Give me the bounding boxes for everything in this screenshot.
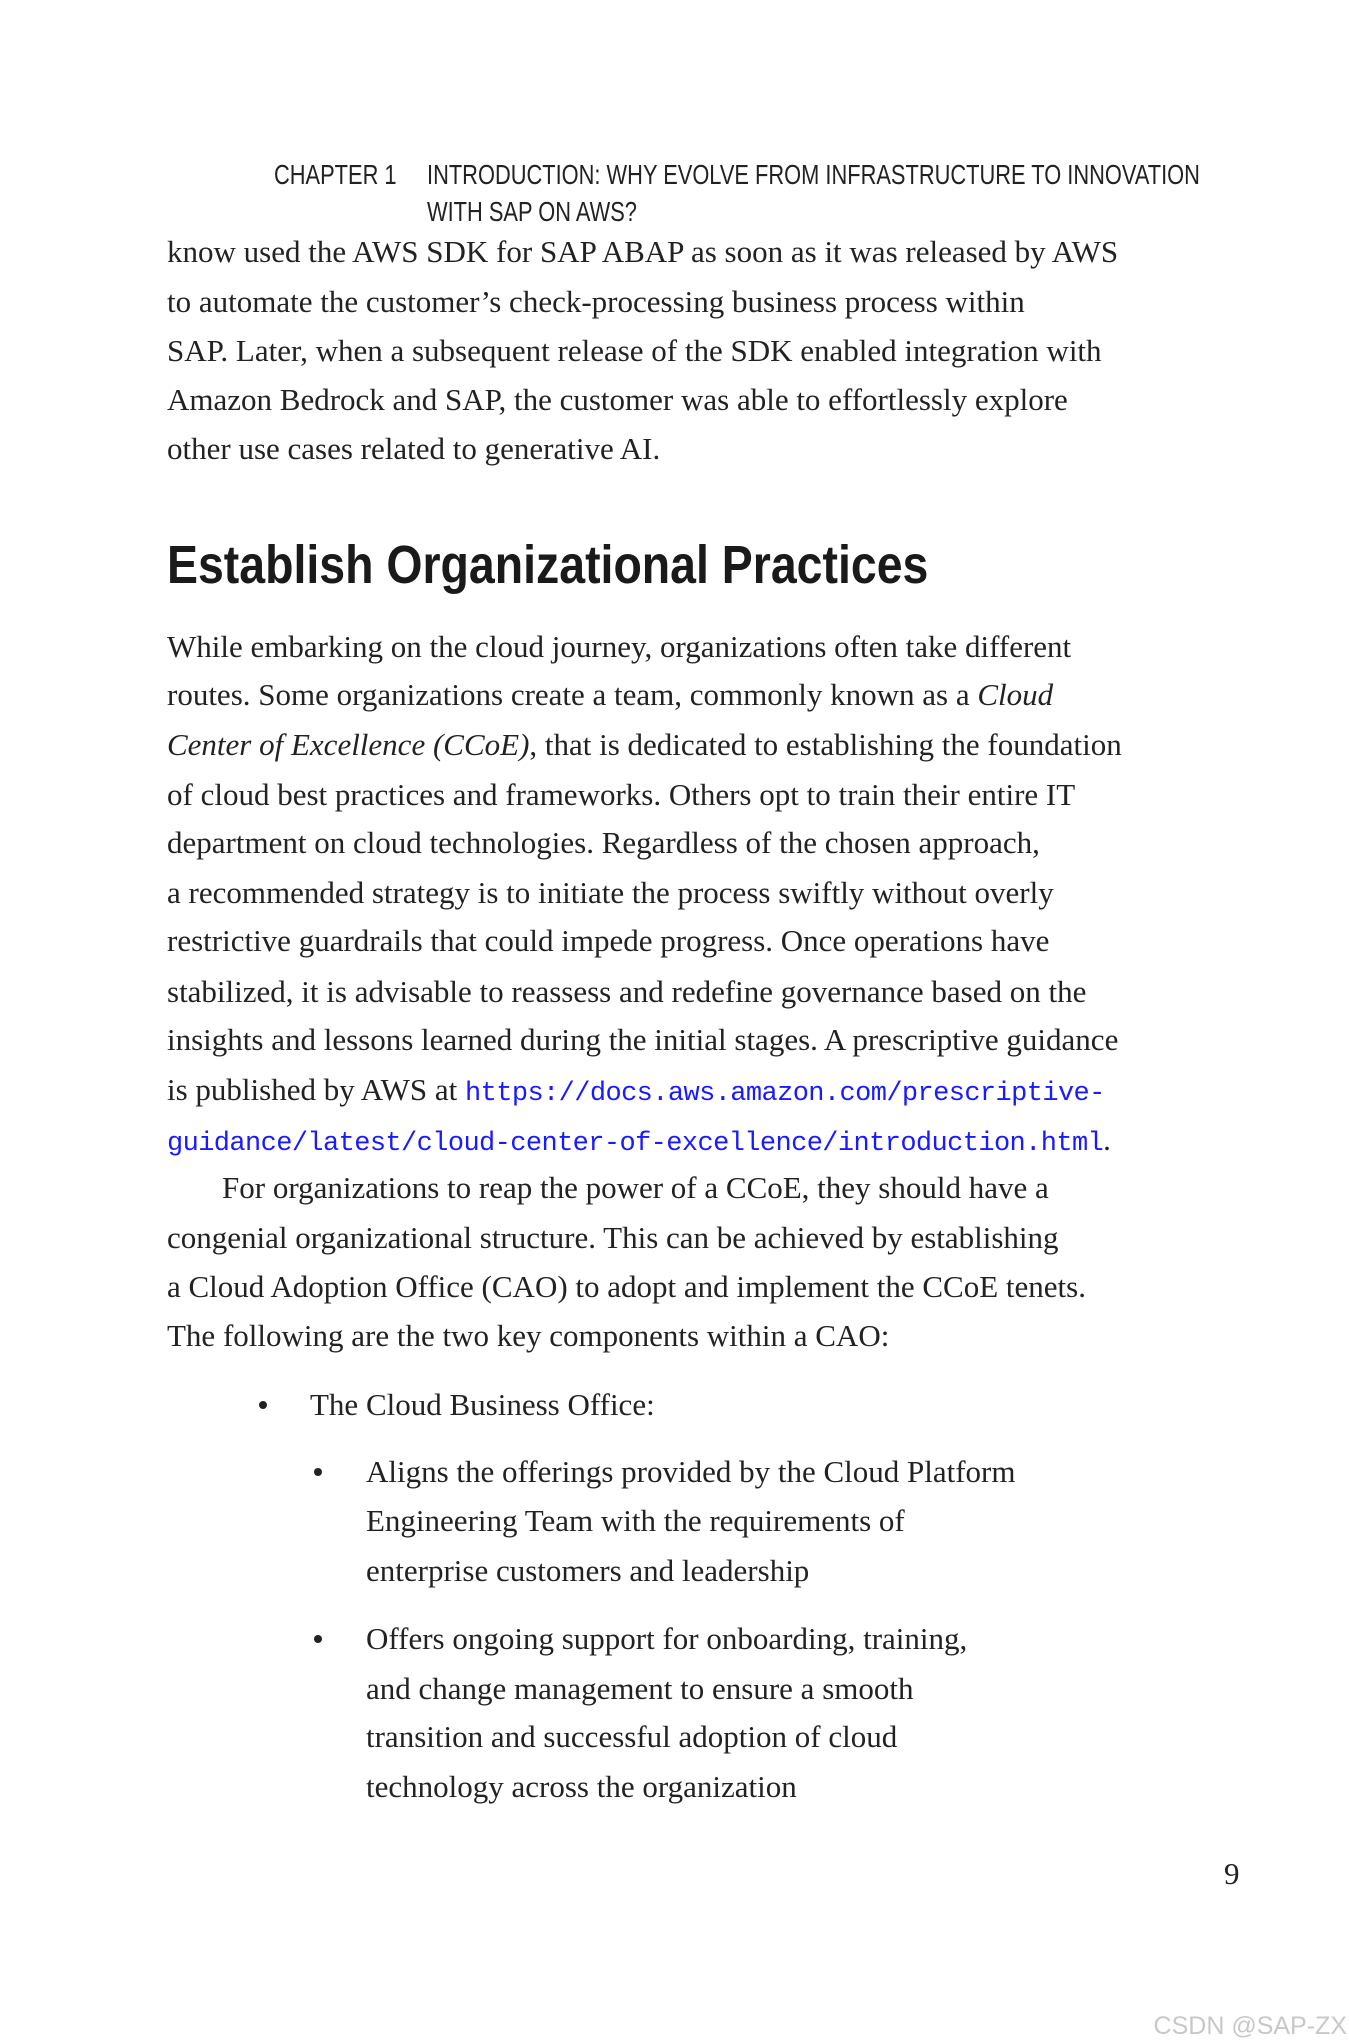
paragraph-line <box>167 725 1122 765</box>
paragraph-line <box>167 429 660 469</box>
paragraph-line <box>167 823 1040 863</box>
text-segment: . <box>1103 1122 1111 1157</box>
watermark: CSDN @SAP-ZX <box>1153 2012 1347 2040</box>
paragraph-line <box>167 1120 1111 1164</box>
text-segment: department on cloud technologies. Regardless of the chosen approach, <box>167 825 1040 860</box>
text-segment: Offers ongoing support for onboarding, training, <box>366 1621 968 1656</box>
text-segment: enterprise customers and leadership <box>366 1553 810 1588</box>
paragraph-line <box>167 331 1102 371</box>
text-segment: to automate the customer’s check-processing business process within <box>167 284 1025 319</box>
text-segment: SAP. Later, when a subsequent release of the SDK enabled integration with <box>167 333 1102 368</box>
paragraph-line <box>167 1218 1059 1258</box>
paragraph-line <box>167 972 1086 1012</box>
text-segment: restrictive guardrails that could impede progress. Once operations have <box>167 923 1050 958</box>
list-item-line <box>366 1619 967 1659</box>
paragraph-line <box>167 1316 889 1356</box>
paragraph-line <box>167 1020 1118 1060</box>
text-segment: routes. Some organizations create a team, commonly known as a <box>167 677 978 712</box>
emphasis-text: Cloud <box>977 677 1054 712</box>
list-item-line <box>366 1669 913 1709</box>
paragraph-line <box>167 282 1025 322</box>
text-segment: For organizations to reap the power of a CCoE, they should have a <box>222 1170 1049 1205</box>
paragraph-line <box>167 627 1071 667</box>
running-header-title: INTRODUCTION: WHY EVOLVE FROM INFRASTRUCTURE TO INNOVATION <box>427 159 1200 190</box>
paragraph-line <box>167 921 1049 961</box>
text-segment: technology across the organization <box>366 1769 797 1804</box>
text-segment: is published by AWS at <box>167 1072 466 1107</box>
paragraph-line <box>167 675 1053 715</box>
paragraph-line <box>167 380 1068 420</box>
text-segment: Aligns the offerings provided by the Cloud Platform <box>366 1454 1016 1489</box>
text-segment: insights and lessons learned during the initial stages. A prescriptive guidance <box>167 1022 1119 1057</box>
text-segment: While embarking on the cloud journey, organizations often take different <box>167 629 1072 664</box>
text-segment: The Cloud Business Office: <box>310 1387 655 1422</box>
text-segment: The following are the two key components within a CAO: <box>167 1318 890 1353</box>
ccoe-guidance-link[interactable]: https://docs.aws.amazon.com/prescriptive- <box>465 1079 1105 1109</box>
paragraph-line <box>167 873 1054 913</box>
text-segment: congenial organizational structure. This can be achieved by establishing <box>167 1220 1059 1255</box>
text-segment: know used the AWS SDK for SAP ABAP as soon as it was released by AWS <box>167 234 1119 269</box>
list-item-line <box>366 1767 797 1807</box>
ccoe-guidance-link[interactable]: guidance/latest/cloud-center-of-excellence/introduction.html <box>167 1129 1104 1159</box>
page-number: 9 <box>1224 1856 1240 1891</box>
list-item-line <box>310 1385 655 1425</box>
paragraph-line <box>167 775 1075 815</box>
text-segment: of cloud best practices and frameworks. Others opt to train their entire IT <box>167 777 1076 812</box>
list-item-line <box>366 1551 809 1591</box>
running-header-chapter: CHAPTER 1 <box>274 159 397 190</box>
text-segment: , that is dedicated to establishing the foundation <box>529 727 1122 762</box>
bullet-icon <box>259 1401 267 1409</box>
text-segment: Amazon Bedrock and SAP, the customer was able to effortlessly explore <box>167 382 1068 417</box>
paragraph-line <box>222 1168 1049 1208</box>
list-item-line <box>366 1452 1016 1492</box>
text-segment: a Cloud Adoption Office (CAO) to adopt and implement the CCoE tenets. <box>167 1269 1086 1304</box>
section-heading: Establish Organizational Practices <box>167 535 929 595</box>
text-segment: and change management to ensure a smooth <box>366 1671 914 1706</box>
text-segment: transition and successful adoption of cloud <box>366 1719 898 1754</box>
paragraph-line <box>167 1070 1105 1114</box>
paragraph-line <box>167 1267 1086 1307</box>
running-header-title-cont: WITH SAP ON AWS? <box>427 196 637 227</box>
bullet-icon <box>314 1468 322 1476</box>
emphasis-text: Center of Excellence (CCoE) <box>167 727 530 762</box>
text-segment: stabilized, it is advisable to reassess and redefine governance based on the <box>167 974 1087 1009</box>
text-segment: a recommended strategy is to initiate the process swiftly without overly <box>167 875 1054 910</box>
paragraph-line <box>167 232 1118 272</box>
text-segment: Engineering Team with the requirements of <box>366 1503 905 1538</box>
list-item-line <box>366 1717 897 1757</box>
text-segment: other use cases related to generative AI. <box>167 431 661 466</box>
list-item-line <box>366 1501 905 1541</box>
bullet-icon <box>314 1635 322 1643</box>
